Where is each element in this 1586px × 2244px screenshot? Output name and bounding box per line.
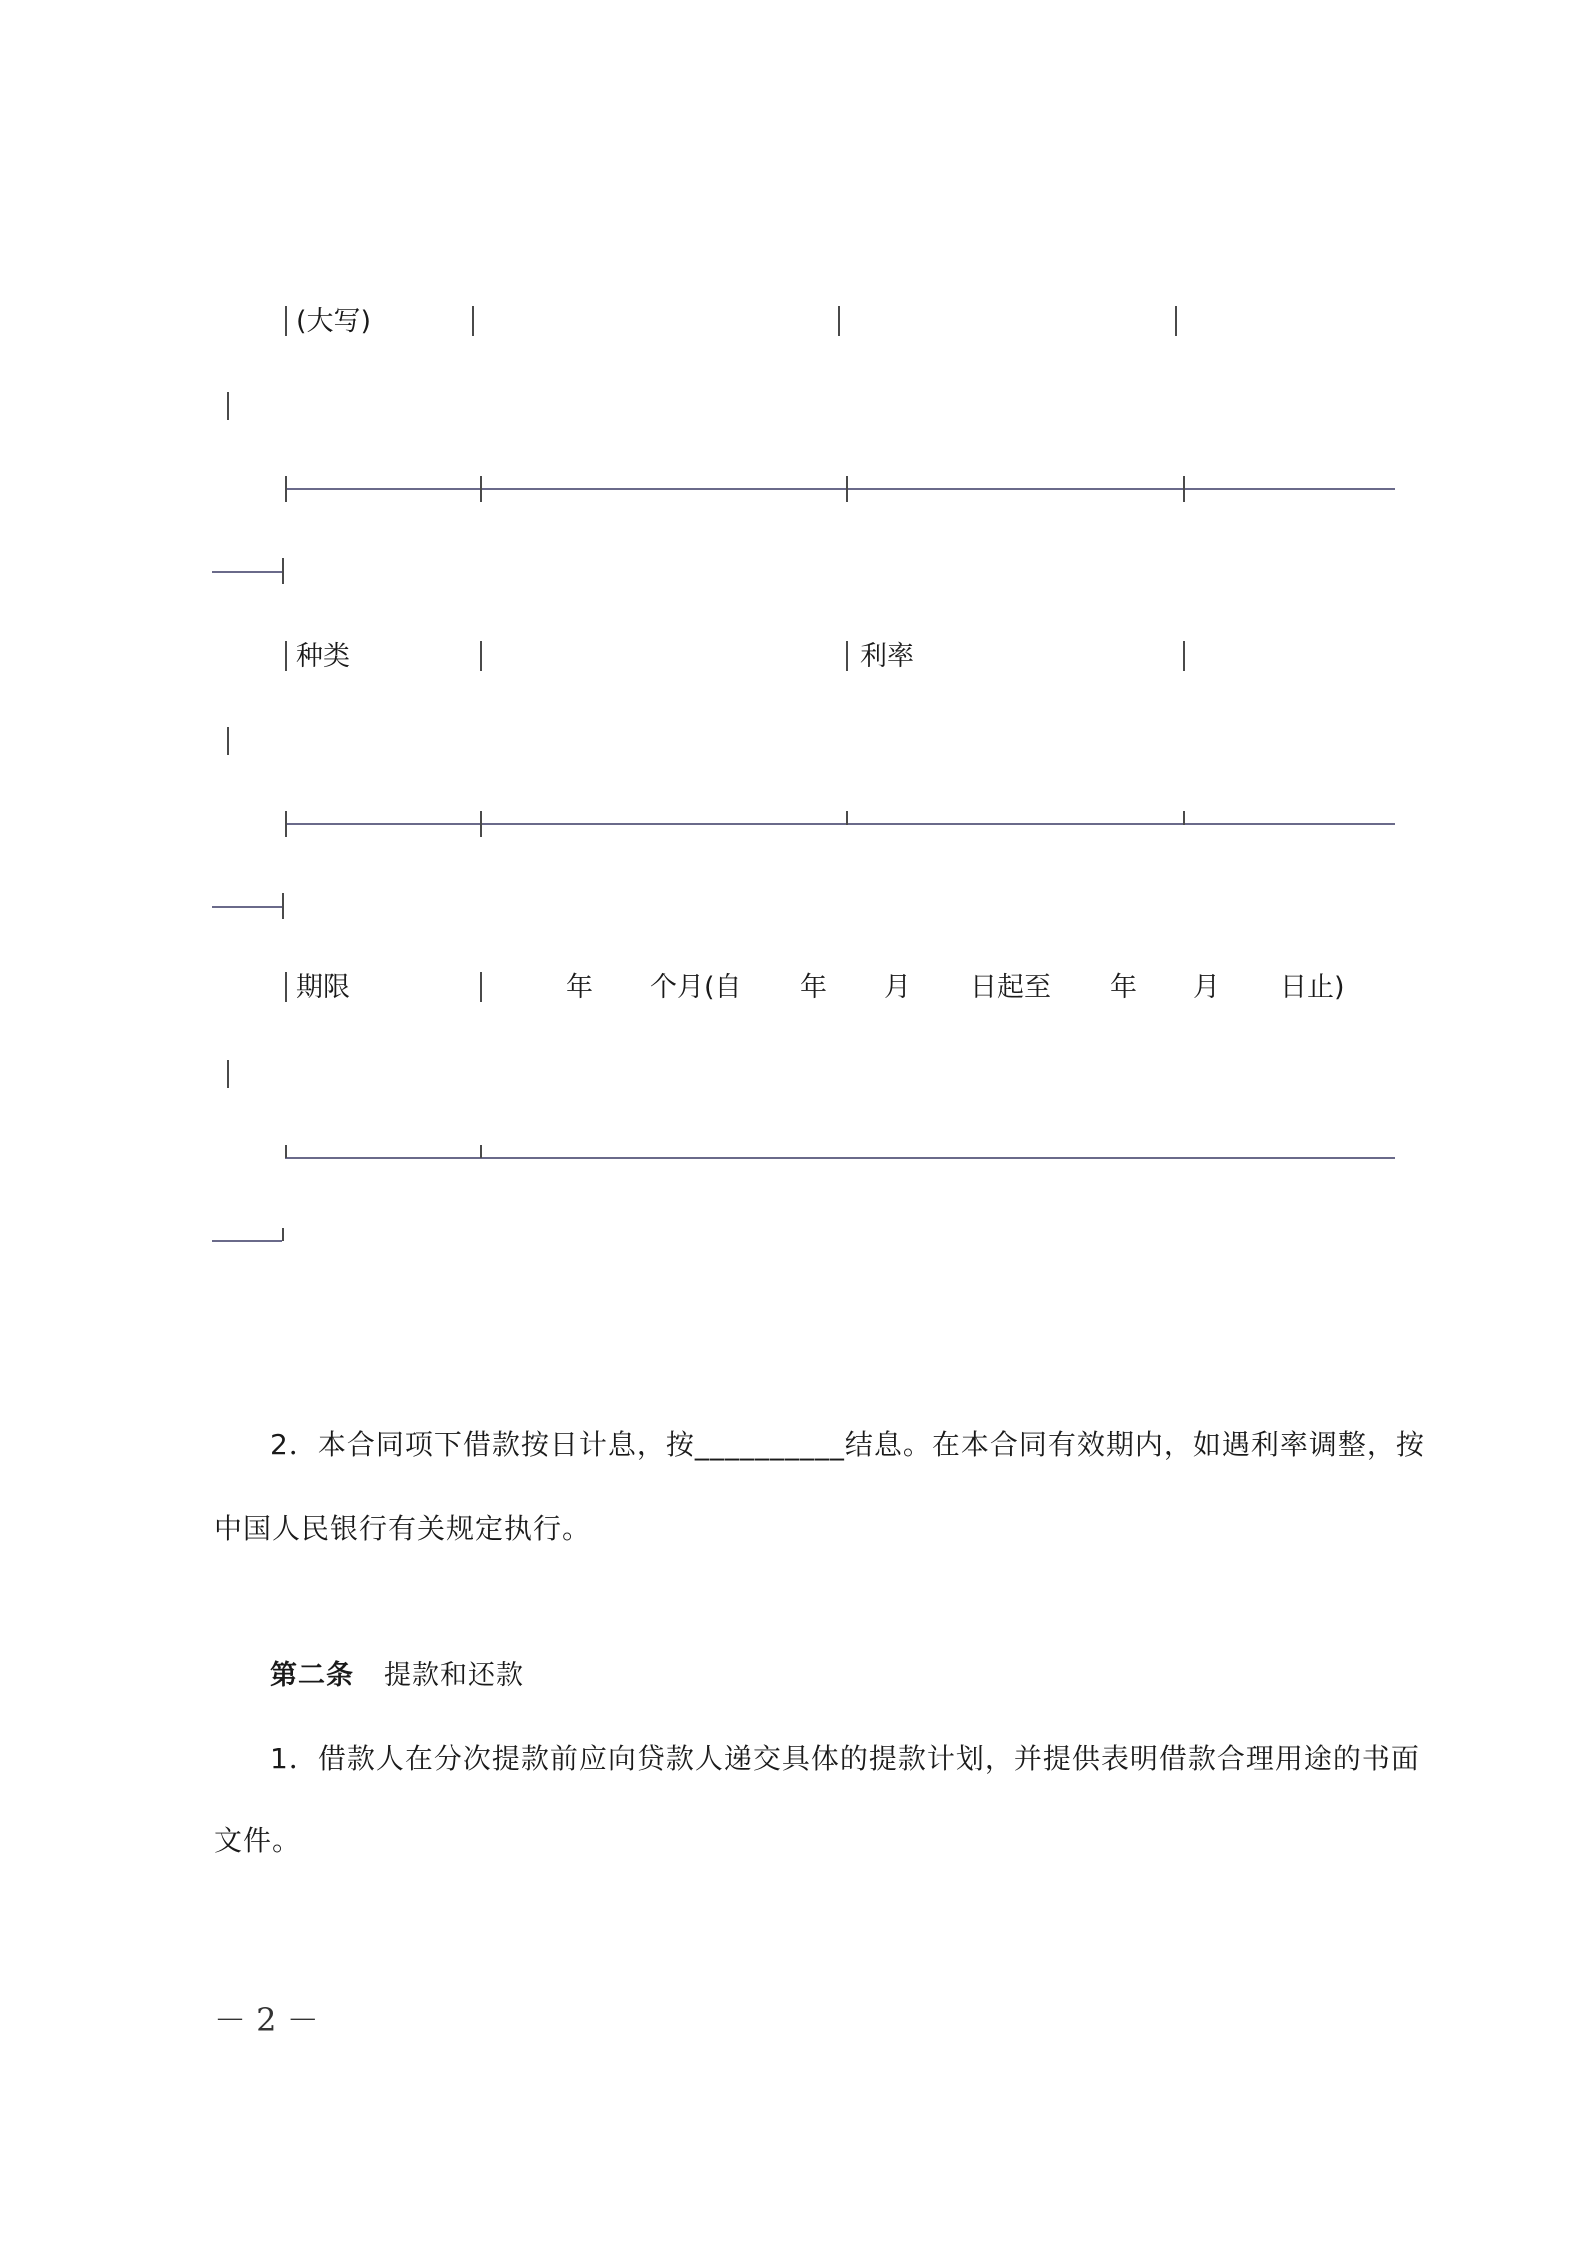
term-end-month: 月 [1193, 972, 1220, 1003]
table-border [1183, 641, 1185, 671]
term-end-day: 日止) [1280, 972, 1345, 1003]
table-rule-tick [282, 1228, 284, 1241]
clause-item-2-text-a: 2．本合同项下借款按日计息，按 [270, 1428, 695, 1461]
table-border [846, 641, 848, 671]
term-end-year: 年 [1110, 972, 1137, 1003]
term-label: 期限 [296, 972, 350, 1003]
table-border [838, 306, 840, 336]
table-rule-tick [282, 558, 284, 584]
table-rule-stub [212, 1240, 282, 1242]
table-rule-tick [282, 893, 284, 919]
table-rule-tick [846, 811, 848, 825]
article-2-item-1-line-1: 1．借款人在分次提款前应向贷款人递交具体的提款计划，并提供表明借款合理用途的书面 [270, 1742, 1420, 1775]
table-border-outer [227, 1060, 229, 1088]
table-border-outer [227, 727, 229, 755]
clause-item-2-text-b: 结息。在本合同有效期内，如遇利率调整，按 [844, 1428, 1425, 1461]
table-rule-tick [285, 1145, 287, 1158]
table-border-outer [227, 392, 229, 420]
term-year-unit: 年 [566, 972, 593, 1003]
table-rule-tick [1183, 811, 1185, 825]
table-rule-tick [480, 811, 482, 837]
interest-rate-label: 利率 [860, 641, 914, 672]
amount-uppercase-label: (大写) [296, 306, 372, 337]
table-border [1175, 306, 1177, 336]
table-rule-stub [212, 571, 282, 573]
article-2-title: 提款和还款 [384, 1660, 524, 1691]
table-rule-tick [480, 1145, 482, 1158]
table-border [480, 972, 482, 1002]
table-border-left [285, 306, 287, 336]
table-rule-tick [846, 476, 848, 502]
table-rule-stub [212, 906, 282, 908]
clause-item-2-line-1 [270, 1428, 1425, 1461]
table-border-left [285, 972, 287, 1002]
table-rule-tick [285, 476, 287, 502]
table-rule [285, 823, 1395, 825]
article-2-number: 第二条 [270, 1660, 354, 1691]
article-2-item-1-line-2: 文件。 [214, 1824, 302, 1857]
term-start-day-to: 日起至 [970, 972, 1051, 1003]
term-start-month: 月 [884, 972, 911, 1003]
settlement-blank: __________ [694, 1428, 845, 1461]
table-rule-tick [1183, 476, 1185, 502]
table-border-left [285, 641, 287, 671]
table-rule [285, 1157, 1395, 1159]
table-border [480, 641, 482, 671]
article-2-heading [270, 1662, 524, 1689]
clause-item-2-line-2: 中国人民银行有关规定执行。 [214, 1512, 592, 1545]
term-months-from: 个月(自 [650, 972, 742, 1003]
loan-type-label: 种类 [296, 641, 350, 672]
table-rule-tick [480, 476, 482, 502]
term-start-year: 年 [800, 972, 827, 1003]
table-border [472, 306, 474, 336]
table-rule-tick [285, 811, 287, 837]
page-number: － 2 － [214, 2001, 319, 2039]
table-rule [285, 488, 1395, 490]
